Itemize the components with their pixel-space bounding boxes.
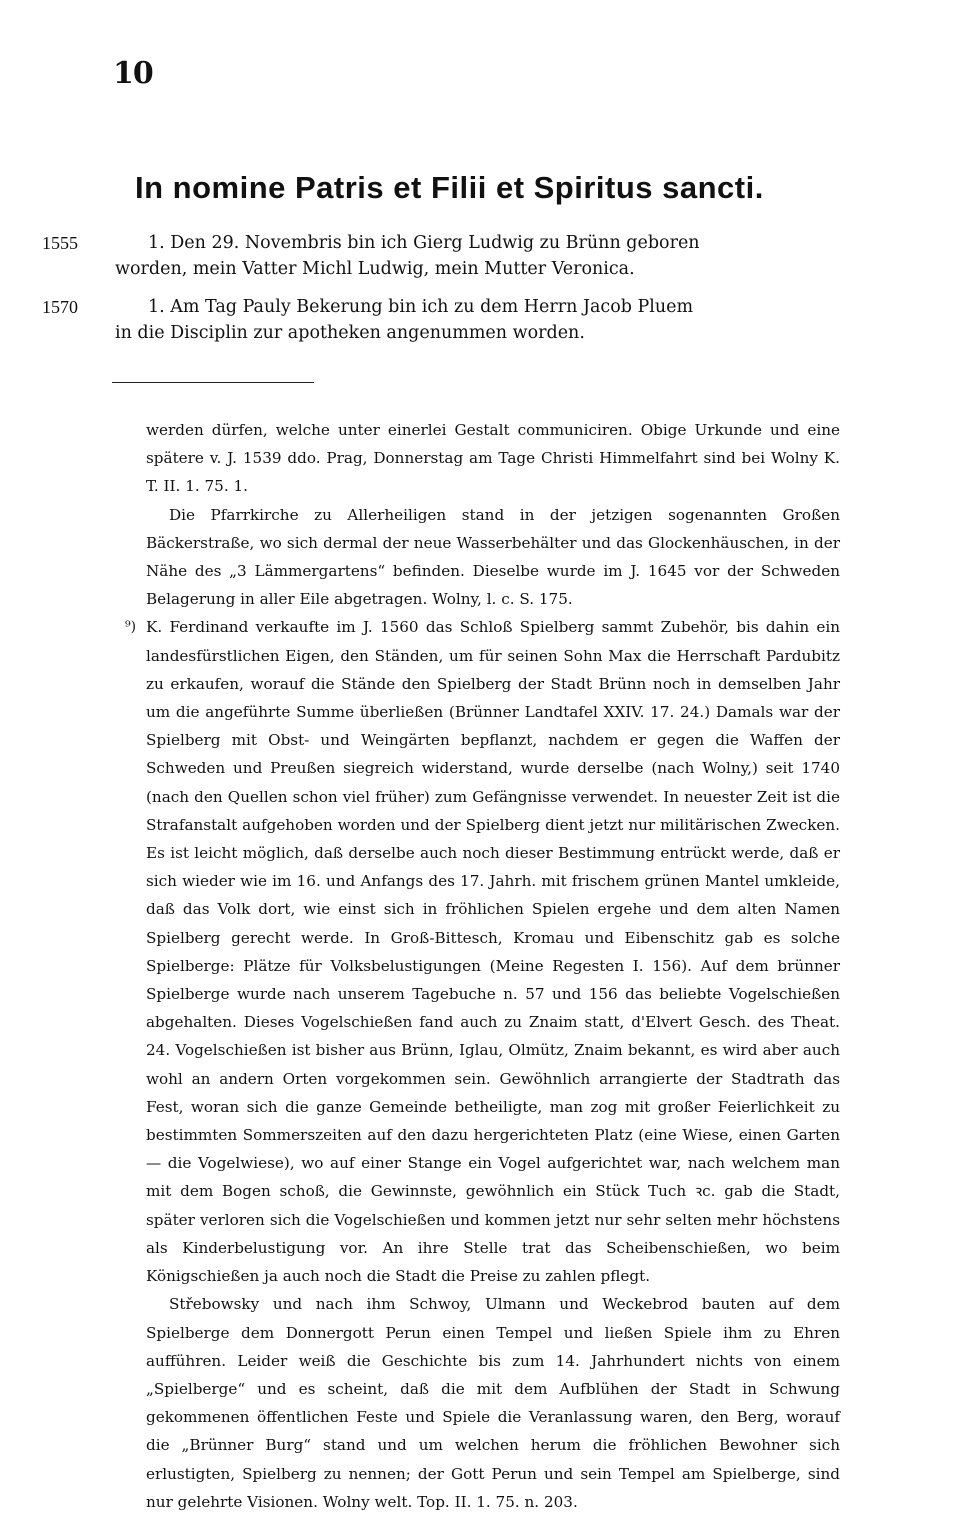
entry-continuation: worden, mein Vatter Michl Ludwig, mein Mutter Veronica.: [115, 259, 635, 279]
footnote-marker: ⁹): [125, 619, 137, 636]
entry-year: 1570: [42, 297, 78, 317]
footnote-divider: [112, 382, 314, 383]
footnotes: [125, 416, 840, 1516]
page-number: 10: [113, 56, 153, 91]
page-heading: In nomine Patris et Filii et Spiritus sancti.: [135, 170, 764, 205]
entry-continuation: in die Disciplin zur apotheken angenummen worden.: [115, 323, 585, 343]
footnote-9-text: K. Ferdinand verkaufte im J. 1560 das Schloß Spielberg sammt Zubehör, bis dahin ein landesfürstlichen Eigen, den Ständen, um für seinen Sohn Max die Herrschaft Pardubitz zu erkaufen, worauf die Stände den Spielberg der Stadt Brünn noch in demselben Jahr um die angeführte Summe überließen (Brünner Landtafel XXIV. 17. 24.) Damals war der Spielberg mit Obst- und Weingärten bepflanzt, nachdem er gegen die Waffen der Schweden und Preußen siegreich widerstand, wurde derselbe (nach Wolny,) seit 1740 (nach den Quellen schon viel früher) zum Gefängnisse verwendet. In neuester Zeit ist die Strafanstalt aufgehoben worden und der Spielberg dient jetzt nur militärischen Zwecken. Es ist leicht möglich, daß derselbe auch noch dieser Bestimmung entrückt werde, daß er sich wieder wie im 16. und Anfangs des 17. Jahrh. mit frischem grünen Mantel umkleide, daß das Volk dort, wie einst sich in fröhlichen Spielen ergehe und dem alten Namen Spielberg gerecht werde. In Groß-Bittesch, Kromau und Eibenschitz gab es solche Spielberge: Plätze für Volksbelustigungen (Meine Regesten I. 156). Auf dem brünner Spielberge wurde nach unserem Tagebuche n. 57 und 156 das beliebte Vogelschießen abgehalten. Dieses Vogelschießen fand auch zu Znaim statt, d'Elvert Gesch. des Theat. 24. Vogelschießen ist bisher aus Brünn, Iglau, Olmütz, Znaim bekannt, es wird aber auch wohl an andern Orten vorgekommen sein. Gewöhnlich arrangierte der Stadtrath das Fest, woran sich die ganze Gemeinde betheiligte, man zog mit großer Feierlichkeit zu bestimmten Sommerszeiten auf den dazu hergerichteten Platz (eine Wiese, einen Garten — die Vogelwiese), wo auf einer Stange ein Vogel aufgerichtet war, nach welchem man mit dem Bogen schoß, die Gewinnste, gewöhnlich ein Stück Tuch ꝛc. gab die Stadt, später verloren sich die Vogelschießen und kommen jetzt nur sehr selten mehr höchstens als Kinderbelustigung vor. An ihre Stelle trat das Scheibenschießen, wo beim Königschießen ja auch noch die Stadt die Preise zu zahlen pflegt.: [146, 618, 840, 1286]
footnote-9: [125, 613, 840, 1290]
diary-entry-1: [42, 230, 845, 282]
footnote-paragraph: Střebowsky und nach ihm Schwoy, Ulmann und Weckebrod bauten auf dem Spielberge dem Donnergott Perun einen Tempel und ließen Spiele ihm zu Ehren aufführen. Leider weiß die Geschichte bis zum 14. Jahrhundert nichts von einem „Spielberge“ und es scheint, daß die mit dem Aufblühen der Stadt in Schwung gekommenen öffentlichen Feste und Spiele die Veranlassung waren, den Berg, worauf die „Brünner Burg“ stand und um welchen herum die fröhlichen Bewohner sich erlustigten, Spielberg zu nennen; der Gott Perun und sein Tempel am Spielberge, sind nur gelehrte Visionen. Wolny welt. Top. II. 1. 75. n. 203.: [146, 1295, 840, 1511]
footnote-paragraph: Die Pfarrkirche zu Allerheiligen stand in der jetzigen sogenannten Großen Bäckerstraße, wo sich dermal der neue Wasserbehälter und das Glockenhäuschen, in der Nähe des „3 Lämmergartens“ befinden. Dieselbe wurde im J. 1645 vor der Schweden Belagerung in aller Eile abgetragen. Wolny, l. c. S. 175.: [146, 505, 840, 609]
entry-year: 1555: [42, 233, 78, 253]
diary-entry-2: [42, 294, 845, 346]
entry-lead-line: 1. Den 29. Novembris bin ich Gierg Ludwig zu Brünn geboren: [148, 233, 700, 253]
entry-lead-line: 1. Am Tag Pauly Bekerung bin ich zu dem Herrn Jacob Pluem: [148, 297, 694, 317]
footnote-continuation: werden dürfen, welche unter einerlei Gestalt communiciren. Obige Urkunde und eine spätere v. J. 1539 ddo. Prag, Donnerstag am Tage Christi Himmelfahrt sind bei Wolny K. T. II. 1. 75. 1.: [146, 421, 840, 496]
